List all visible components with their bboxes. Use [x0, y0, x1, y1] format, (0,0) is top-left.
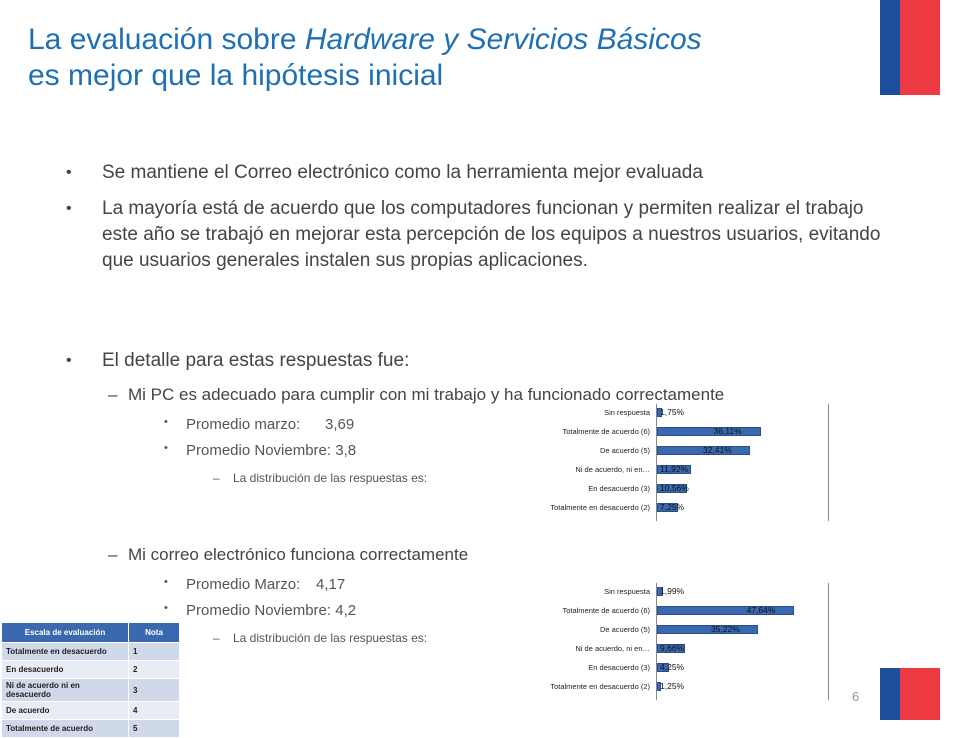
chart-category-label: Totalmente en desacuerdo (2) — [550, 682, 650, 691]
table-row: Ni de acuerdo ni en desacuerdo 3 — [2, 679, 180, 702]
chart-value-label: 36,11% — [713, 426, 742, 436]
section2-heading: – Mi correo electrónico funciona correctamente — [108, 545, 469, 564]
bullet-list — [66, 160, 896, 284]
scale-header-note: Nota — [129, 623, 180, 643]
bullet-item: • La mayoría está de acuerdo que los computadores funcionan y permiten realizar el trabajo este año se trabajó en mejorar esta percepción de los equipos a nuestros usuarios, evitando que usuarios generales instalen sus propias aplicaciones. — [66, 196, 896, 274]
table-row: Totalmente de acuerdo 5 — [2, 720, 180, 738]
bullet-item: • El detalle para estas respuestas fue: — [66, 348, 896, 374]
chart-category-label: Sin respuesta — [604, 587, 650, 596]
bullet-item: • Se mantiene el Correo electrónico como la herramienta mejor evaluada — [66, 160, 896, 186]
chart-category-label: Ni de acuerdo, ni en… — [575, 465, 650, 474]
scale-header-scale: Escala de evaluación — [2, 623, 129, 643]
section1-avg1: • Promedio marzo: 3,69 — [186, 416, 486, 433]
chart-value-label: 35,22% — [710, 624, 740, 634]
chart-value-label: 1,25% — [660, 681, 685, 691]
title-line1-em: Hardware y Servicios Básicos — [304, 23, 702, 56]
chart-value-label: 9,66% — [660, 643, 685, 653]
chart-category-label: De acuerdo (5) — [599, 625, 650, 634]
table-row: De acuerdo 4 — [2, 702, 180, 720]
section2-avg1: • Promedio Marzo: 4,17 — [186, 576, 486, 593]
section1-heading: – Mi PC es adecuado para cumplir con mi trabajo y ha funcionado correctamente — [108, 385, 725, 404]
section2-avg2: • Promedio Noviembre: 4,2 — [186, 602, 486, 619]
bullet-list-2 — [66, 348, 896, 384]
chart-category-label: Totalmente de acuerdo (6) — [562, 606, 650, 615]
chart-bar — [657, 625, 758, 634]
chart-value-label: 10,56% — [660, 483, 689, 493]
chart-pc-distribution — [520, 404, 840, 519]
title-line1-pre: La evaluación sobre — [28, 23, 305, 56]
table-row: Totalmente en desacuerdo 1 — [2, 643, 180, 661]
chart-value-label: 32,41% — [702, 445, 732, 455]
slide-title — [28, 22, 828, 94]
chart-category-label: Sin respuesta — [604, 408, 650, 417]
chart-category-label: En desacuerdo (3) — [588, 663, 650, 672]
chart-email-distribution — [520, 583, 840, 698]
chart-value-label: 1,75% — [660, 407, 685, 417]
chart-right-border — [828, 404, 829, 521]
chart-bar — [657, 427, 761, 436]
chart-category-label: Totalmente en desacuerdo (2) — [550, 503, 650, 512]
section2-dist: – La distribución de las respuestas es: — [213, 631, 428, 645]
chart-category-label: Totalmente de acuerdo (6) — [562, 427, 650, 436]
chart-category-label: Ni de acuerdo, ni en… — [575, 644, 650, 653]
chart-value-label: 11,92% — [660, 464, 689, 474]
chart-value-label: 7,25% — [660, 502, 685, 512]
section1-avg2: • Promedio Noviembre: 3,8 — [186, 442, 486, 459]
chart-category-label: En desacuerdo (3) — [588, 484, 650, 493]
chart-value-label: 4,25% — [660, 662, 685, 672]
section1-dist: – La distribución de las respuestas es: — [213, 471, 428, 485]
chart-category-label: De acuerdo (5) — [599, 446, 650, 455]
scale-table — [1, 622, 180, 738]
table-row: En desacuerdo 2 — [2, 661, 180, 679]
chart-value-label: 1,99% — [660, 586, 685, 596]
page-number: 6 — [852, 689, 860, 704]
chart-right-border — [828, 583, 829, 700]
chart-value-label: 47,64% — [746, 605, 776, 615]
title-line2: es mejor que la hipótesis inicial — [28, 59, 444, 92]
